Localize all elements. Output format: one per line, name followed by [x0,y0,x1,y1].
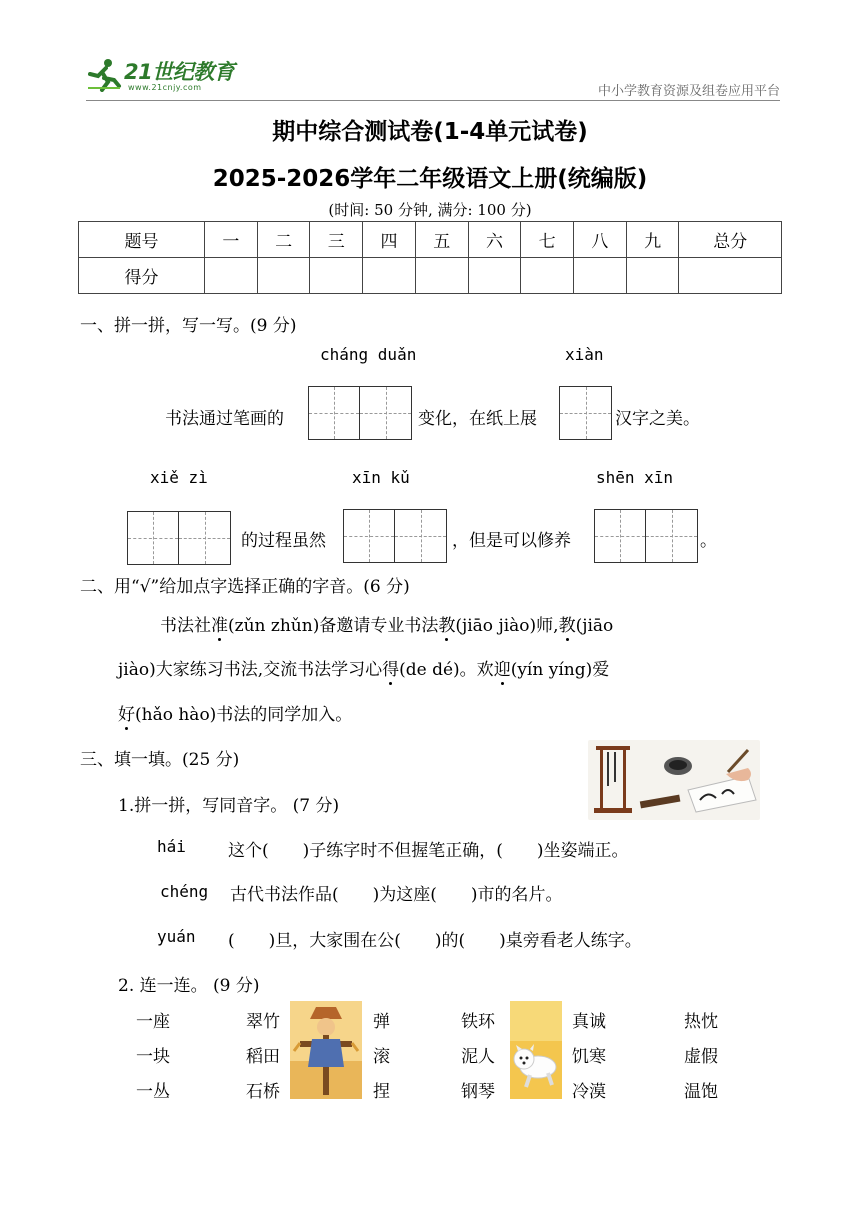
match-item[interactable]: 稻田 [246,1047,280,1067]
match-item[interactable]: 温饱 [684,1082,718,1102]
dotted-char: 迎 [494,655,511,680]
match-item[interactable]: 热忱 [684,1012,718,1032]
matching-panel [128,1001,738,1102]
score-col-8: 八 [574,222,627,258]
match-item[interactable]: 翠竹 [246,1012,280,1032]
score-cell[interactable] [415,258,468,294]
pinyin-yuan: yuán [157,927,196,946]
exam-title: 期中综合测试卷(1-4单元试卷) [272,119,588,145]
text-fragment: 书法社 [160,616,211,636]
match-item[interactable]: 冷漠 [572,1082,606,1102]
match-item[interactable]: 铁环 [461,1012,495,1032]
score-col-9: 九 [626,222,679,258]
score-cell[interactable] [205,258,258,294]
score-cell[interactable] [310,258,363,294]
pinyin-xiezi: xiě zì [150,468,208,487]
score-table-header-row [79,222,782,258]
score-cell[interactable] [626,258,679,294]
score-cell[interactable] [679,258,782,294]
pinyin-cheng: chéng [160,882,209,901]
pinyin-changduan: cháng duǎn [320,345,417,364]
grid-cell[interactable] [595,510,646,562]
grid-cell[interactable] [309,387,360,439]
pinyin-xinku: xīn kǔ [352,468,410,487]
text-fragment: (jiāo [575,616,614,636]
match-item[interactable]: 泥人 [461,1047,495,1067]
match-item[interactable]: 一座 [136,1012,170,1032]
site-logo [86,56,236,98]
logo-url: www.21cnjy.com [128,83,202,92]
scarecrow-illustration [290,1001,362,1099]
pinyin-hai: hái [157,837,186,856]
score-table [78,221,782,294]
score-col-5: 五 [415,222,468,258]
homophone-row-3: ( )旦，大家围在公( )的( )桌旁看老人练字。 [228,931,642,951]
score-col-1: 一 [205,222,258,258]
answer-grid-shenxin[interactable] [594,509,698,563]
answer-grid-changduan[interactable] [308,386,412,440]
header-divider [86,100,780,101]
score-cell[interactable] [521,258,574,294]
match-item[interactable]: 一丛 [136,1082,170,1102]
match-item[interactable]: 一块 [136,1047,170,1067]
grid-cell[interactable] [179,512,230,564]
score-col-7: 七 [521,222,574,258]
section1-text-4: 的过程虽然 [241,531,326,551]
text-fragment: jiào)大家练习书法,交流书法学习心 [118,660,383,680]
text-fragment: (zǔn zhǔn)备邀请专业书法 [228,616,439,636]
section3-sub1: 1.拼一拼，写同音字。 (7 分) [118,796,340,816]
grid-cell[interactable] [360,387,411,439]
section2-line-2 [118,655,609,680]
score-col-2: 二 [257,222,310,258]
score-col-4: 四 [363,222,416,258]
score-cell[interactable] [468,258,521,294]
exam-subtitle: 2025-2026学年二年级语文上册(统编版) [212,166,648,192]
grid-cell[interactable] [560,387,611,439]
match-item[interactable]: 石桥 [246,1082,280,1102]
match-item[interactable]: 饥寒 [572,1047,606,1067]
section2-heading: 二、用“√”给加点字选择正确的字音。(6 分) [80,577,410,597]
section1-heading: 一、拼一拼，写一写。(9 分) [80,316,297,336]
answer-grid-xian[interactable] [559,386,612,440]
score-cell[interactable] [574,258,627,294]
grid-cell[interactable] [646,510,697,562]
section3-sub2: 2. 连一连。 (9 分) [118,976,260,996]
section1-text-2: 变化，在纸上展 [418,409,537,429]
text-fragment: (hǎo hào)书法的同学加入。 [135,705,353,725]
header-slogan: 中小学教育资源及组卷应用平台 [597,84,780,99]
text-fragment: (jiāo jiào)师, [455,616,559,636]
match-item[interactable]: 真诚 [572,1012,606,1032]
section2-line-1 [160,611,613,636]
score-table-head-label: 题号 [79,222,205,258]
exam-info: (时间: 50 分钟, 满分: 100 分) [328,201,532,219]
section1-text-6: 。 [700,531,717,551]
section1-text-1: 书法通过笔画的 [165,409,284,429]
score-col-3: 三 [310,222,363,258]
answer-grid-xinku[interactable] [343,509,447,563]
score-cell[interactable] [257,258,310,294]
pinyin-shenxin: shēn xīn [596,468,674,487]
match-item[interactable]: 滚 [373,1047,390,1067]
match-item[interactable]: 弹 [373,1012,390,1032]
score-col-6: 六 [468,222,521,258]
section1-text-3: 汉字之美。 [615,409,700,429]
grid-cell[interactable] [344,510,395,562]
text-fragment: (yín yíng)爱 [510,660,610,680]
score-table-score-row [79,258,782,294]
section3-heading: 三、填一填。(25 分) [80,750,240,770]
match-item[interactable]: 虚假 [684,1047,718,1067]
section1-text-5: ，但是可以修养 [452,531,571,551]
homophone-row-2: 古代书法作品( )为这座( )市的名片。 [230,885,563,905]
pinyin-xian: xiàn [565,345,604,364]
match-item[interactable]: 钢琴 [461,1082,495,1102]
dotted-char: 教 [559,611,576,636]
logo-brand: 21世纪教育 [124,60,235,84]
match-item[interactable]: 捏 [373,1082,390,1102]
runner-icon [86,58,122,92]
score-cell[interactable] [363,258,416,294]
grid-cell[interactable] [395,510,446,562]
score-table-score-label: 得分 [79,258,205,294]
score-col-total: 总分 [679,222,782,258]
dotted-char: 准 [211,611,228,636]
calligraphy-tools-illustration [588,740,760,820]
grid-cell[interactable] [128,512,179,564]
dotted-char: 教 [438,611,455,636]
homophone-row-1: 这个( )子练字时不但握笔正确，( )坐姿端正。 [228,841,629,861]
dotted-char: 好 [118,700,135,725]
text-fragment: (de dé)。欢 [399,660,494,680]
section2-line-3 [118,700,352,725]
answer-grid-xiezi[interactable] [127,511,231,565]
dotted-char: 得 [382,655,399,680]
puppy-illustration [510,1001,562,1099]
